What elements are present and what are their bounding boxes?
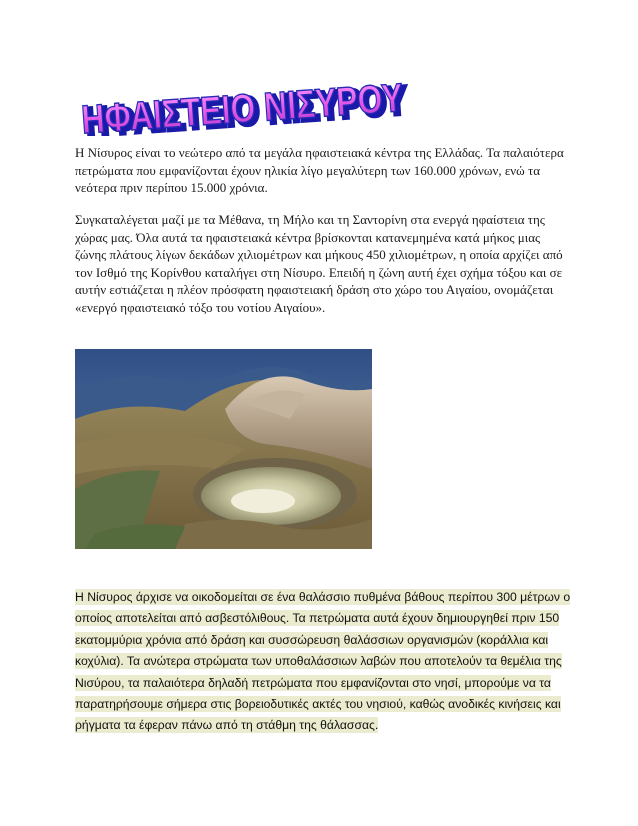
geology-paragraph <box>75 587 575 737</box>
intro-paragraph: Η Νίσυρος είναι το νεώτερο από τα μεγάλα ηφαιστειακά κέντρα της Ελλάδας. Τα παλαιότερα πετρώματα που εμφανίζονται έχουν ηλικία λίγο μεγαλύτερη των 160.000 χρόνων, ενώ τα νεότερα πριν περίπου 15.000 χρόνια. <box>75 145 564 195</box>
page-title <box>74 76 414 136</box>
highlighted-text: Η Νίσυρος άρχισε να οικοδομείται σε ένα θαλάσσιο πυθμένα βάθους περίπου 300 μέτρων ο οποίος αποτελείται από ασβεστόλιθους. Τα πετρώματα αυτά έχουν δημιουργηθεί πριν 150 εκατομμύρια χρόνια από δράση και συσσώρευση θαλάσσιων οργανισμών (κοράλλια και κοχύλια). Τα ανώτερα στρώματα των υποθαλάσσιων λαβών που αποτελούν τα θεμέλια της Νισύρου, τα παλαιότερα δηλαδή πετρώματα που εμφανίζονται στο νησί, μπορούμε να τα παρατηρήσουμε σήμερα στις βορειοδυτικές ακτές του νησιού, καθώς ανοδικές κινήσεις και ρήγματα τα έφεραν πάνω από τη στάθμη της θάλασσας. <box>75 590 571 733</box>
title-shadow: ΗΦΑΙΣΤΕΙΟ ΝΙΣΥΡΟΥ <box>84 76 414 136</box>
title-text: ΗΦΑΙΣΤΕΙΟ ΝΙΣΥΡΟΥ <box>80 76 414 136</box>
wordart-title <box>74 76 414 136</box>
volcano-crater-photo <box>75 349 372 549</box>
volcanic-arc-paragraph: Συγκαταλέγεται μαζί με τα Μέθανα, τη Μήλο και τη Σαντορίνη στα ενεργά ηφαίστεια της χώρας μας. Όλα αυτά τα ηφαιστειακά κέντρα βρίσκονται κατανεμημένα κατά μήκος μιας ζώνης πλάτους λίγων δεκάδων χιλιομέτρων και μήκους 450 χιλιομέτρων, η οποία αρχίζει από τον Ισθμό της Κορίνθου καταλήγει στη Νίσυρο. Επειδή η ζώνη αυτή έχει σχήμα τόξου και σε αυτήν εστιάζεται η πλέον πρόσφατη ηφαιστειακή δράση στο χώρο του Αιγαίου, ονομάζεται «ενεργό ηφαιστειακό τόξο του νοτίου Αιγαίου». <box>75 212 563 315</box>
crater-illustration <box>75 349 372 549</box>
